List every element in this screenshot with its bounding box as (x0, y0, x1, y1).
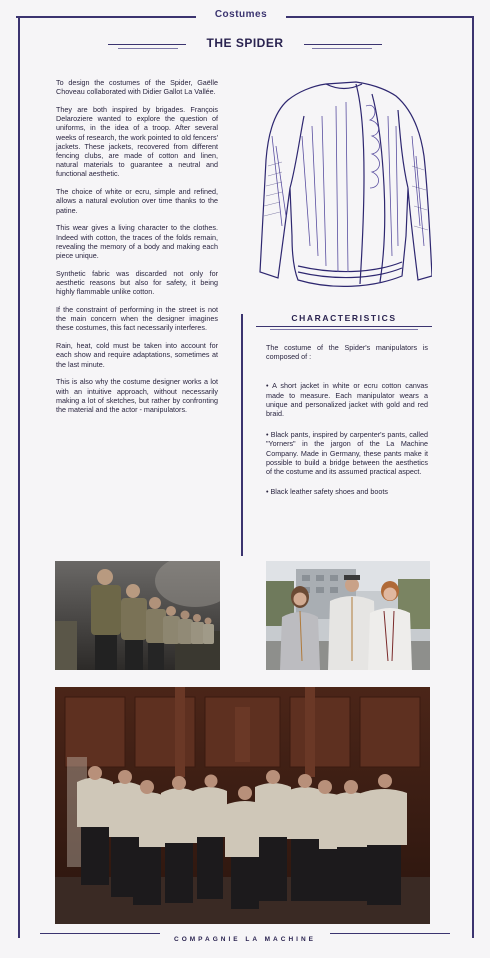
group-photo (55, 687, 430, 924)
jacket-illustration (252, 76, 432, 294)
column-divider (241, 314, 243, 556)
section-label: Costumes (214, 9, 268, 20)
characteristics-text (266, 343, 428, 505)
footer-text: COMPAGNIE LA MACHINE (174, 936, 316, 943)
frame-top-right (286, 16, 474, 18)
frame-left (18, 16, 20, 938)
performers-row-photo (55, 561, 220, 670)
characteristics-item: • Black leather safety shoes and boots (266, 487, 388, 497)
characteristics-intro: The costume of the Spider's manipulators is composed of : (266, 343, 428, 362)
frame-right (472, 16, 474, 938)
intro-paragraph: The choice of white or ecru, simple and refined, allows a natural evolution over time thanks to the patine. (56, 187, 218, 215)
intro-paragraph: This is also why the costume designer works a lot with an intuitive approach, without necessarily making a lot of sketches, but rather by confronting the material and the actor - manipulators. (56, 377, 218, 415)
title-ornament (108, 35, 382, 55)
intro-paragraph: Synthetic fabric was discarded not only for aesthetic reasons but also for safety, it being highly flammable unlike cotton. (56, 268, 218, 297)
intro-paragraph: They are both inspired by brigades. François Delaroziere wanted to explore the question of uniforms, in the idea of a troop. After several weeks of research, the work pointed to old fencers' jackets. These jackets, recovered from different fencing clubs, are made of cotton and linen, natural materials to guarantee a neutral and functional aesthetic. (56, 105, 218, 179)
frame-top-left (16, 16, 196, 18)
intro-paragraph: This wear gives a living character to the clothes. Indeed with cotton, the traces of the folds remain, revealing the memory of a body and making each piece unique. (56, 223, 218, 261)
three-performers-photo (266, 561, 430, 670)
page-title: THE SPIDER (206, 36, 284, 50)
intro-paragraph: If the constraint of performing in the street is not the main concern when the designer imagines these costumes, this fact necessarily interferes. (56, 305, 218, 333)
characteristics-heading-ornament (256, 311, 432, 331)
characteristics-title: CHARACTERISTICS (291, 313, 397, 323)
characteristics-item: • Black pants, inspired by carpenter's pants, called "Yorners" in the jargon of the La Machine Company. Made in Germany, these pants make it possible to build a bridge between the aesthetics of the costume and its assumed practical aspect. (266, 430, 428, 477)
intro-text (56, 78, 218, 423)
intro-paragraph: Rain, heat, cold must be taken into account for each show and require adaptations, sometimes at the last minute. (56, 341, 218, 369)
intro-paragraph: To design the costumes of the Spider, Gaëlle Choveau collaborated with Didier Gallot La Vallée. (56, 78, 218, 97)
characteristics-item: • A short jacket in white or ecru cotton canvas made to measure. Each manipulator wears a unique and personalized jacket with gold and red braid. (266, 381, 428, 419)
footer-ornament (40, 929, 450, 949)
